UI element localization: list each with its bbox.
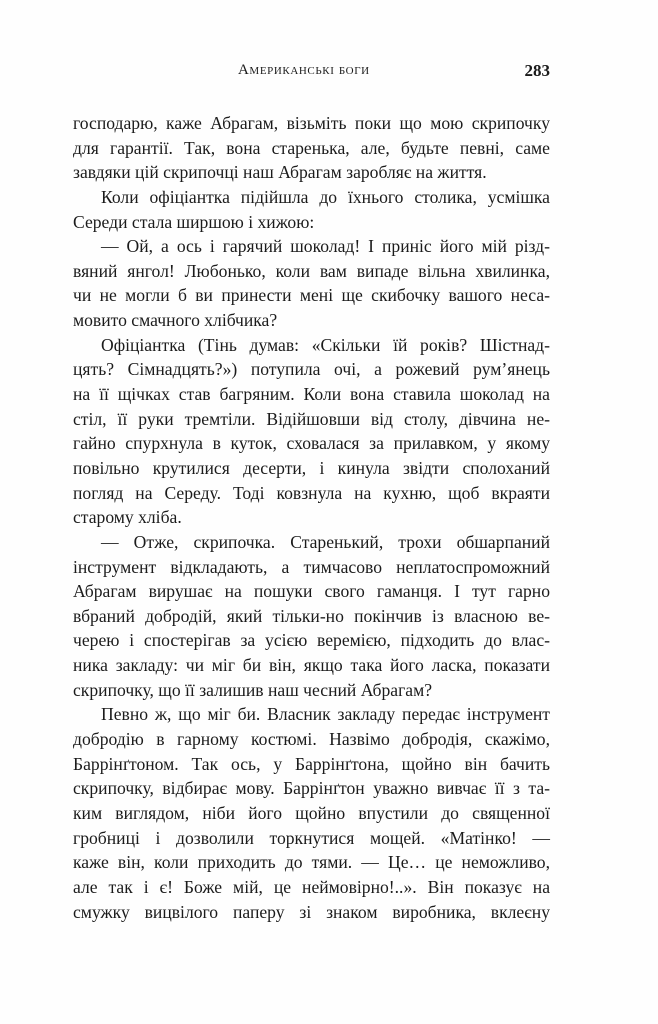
text-line: каже він, коли приходить до тями. — Це… це неможливо, (73, 852, 550, 873)
text-line: вяний янгол! Любонько, коли вам випаде вільна хвилинка, (73, 260, 550, 281)
text-line: Абрагам вирушає на пошуки свого гаманця. І тут гарно (73, 581, 550, 602)
text-line: Коли офіціантка підійшла до їхнього столика, усмішка (101, 186, 550, 207)
text-line: але так і є! Боже мій, це неймовірно!..». Він показує на (73, 876, 550, 897)
text-line: Певно ж, що міг би. Власник закладу передає інструмент (101, 704, 550, 725)
text-line: для гарантії. Так, вона старенька, але, будьте певні, саме (73, 137, 550, 158)
text-line: гробниці і дозволили торкнутися мощей. «Матінко! — (73, 827, 550, 848)
running-title: Американські боги (238, 62, 370, 78)
text-line: скрипочку, що її залишив наш чесний Абрагам? (73, 679, 433, 700)
text-line: стіл, її руки тремтіли. Відійшовши від столу, дівчина не- (73, 408, 550, 429)
text-line: добродію в гарному костюмі. Назвімо добродія, скажімо, (73, 729, 550, 750)
page-number: 283 (524, 61, 550, 80)
text-line: смужку вицвілого паперу зі знаком виробника, вклеєну (73, 901, 550, 922)
text-line: на її щічках став багряним. Коли вона ставила шоколад на (73, 384, 550, 405)
body-text (73, 111, 550, 924)
text-line: інструмент відкладають, а тимчасово неплатоспроможний (73, 556, 550, 577)
text-line: черею і спостерігав за усією веремією, підходить до влас- (73, 630, 550, 651)
text-line: ким виглядом, ніби його щойно впустили до священної (73, 802, 550, 823)
text-line: старому хліба. (73, 507, 182, 528)
text-line: Баррінґтоном. Так ось, у Баррінґтона, щойно він бачить (73, 753, 550, 774)
text-line: — Отже, скрипочка. Старенький, трохи обшарпаний (101, 531, 550, 552)
text-line: Офіціантка (Тінь думав: «Скільки їй років? Шістнад- (101, 334, 550, 355)
text-line: скрипочку, відбирає мову. Баррінґтон уважно вивчає її з та- (73, 778, 550, 799)
text-line: повільно крутилися десерти, і кинула звідти сполоханий (73, 457, 550, 478)
text-line: мовито смачного хлібчика? (73, 310, 278, 331)
text-line: вбраний добродій, який тільки-но покінчив із власною ве- (73, 605, 550, 626)
text-line: господарю, каже Абрагам, візьміть поки що мою скрипочку (73, 113, 550, 133)
text-line: ника закладу: чи міг би він, якщо така його ласка, показати (73, 655, 550, 676)
running-head (73, 62, 550, 86)
text-line: Середи стала ширшою і хижою: (73, 211, 315, 232)
text-line: погляд на Середу. Тоді ковзнула на кухню, щоб вкраяти (73, 482, 550, 503)
text-line: — Ой, а ось і гарячий шоколад! І приніс його мій різд- (101, 236, 550, 257)
text-line: чи не могли б ви принести мені ще скибочку вашого неса- (73, 285, 550, 306)
text-line: цять? Сімнадцять?») потупила очі, а рожевий рум’янець (73, 359, 550, 380)
text-line: завдяки цій скрипочці наш Абрагам заробляє на життя. (73, 162, 487, 183)
text-line: гайно спурхнула в куток, сховалася за прилавком, у якому (73, 433, 550, 454)
